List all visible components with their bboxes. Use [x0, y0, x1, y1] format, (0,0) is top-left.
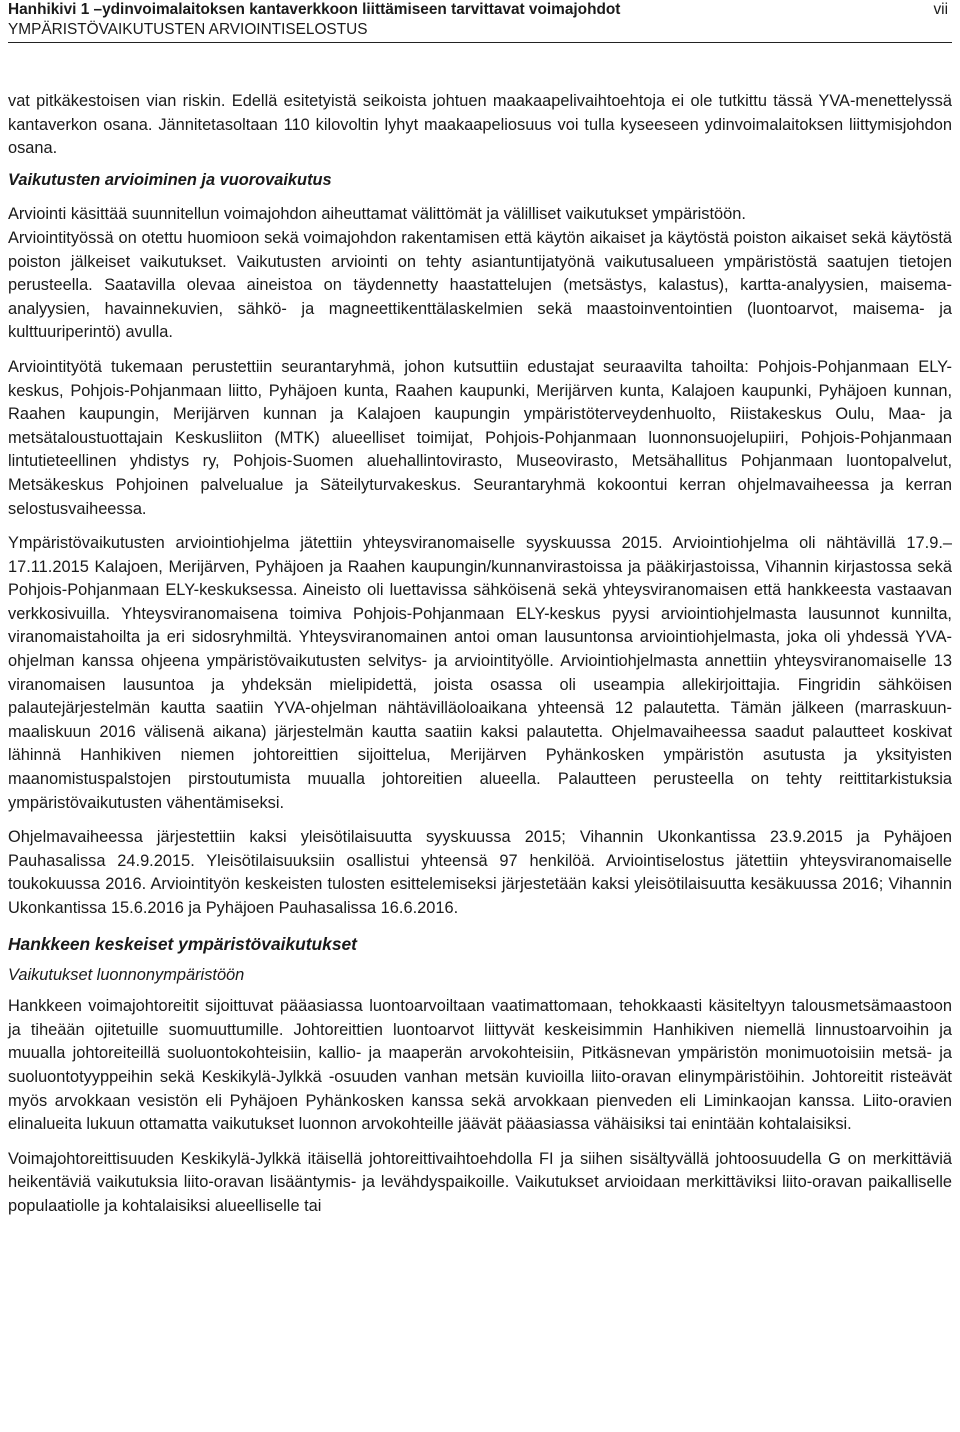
paragraph: Arviointi käsittää suunnitellun voimajohdon aiheuttamat välittömät ja välilliset vaikutukset ympäristöön. — [8, 205, 746, 224]
paragraph: Arviointityötä tukemaan perustettiin seurantaryhmä, johon kutsuttiin edustajat seuraavilta tahoilta: Pohjois-Pohjanmaan ELY-keskus, Pohjois-Pohjanmaan liitto, Pyhäjoen kunta, Raahen kaupunki, Merijärven kunta, Kalajoen kaupunki, Pyhäjoen kunnan, Raahen kaupungin, Merijärven kunnan ja Kalajoen kaupungin ympäristöterveydenhuolto, Riistakeskus Oulu, Maa- ja metsätaloustuottajain Keskusliiton (MTK) alueelliset toimijat, Pohjois-Pohjanmaan luonnonsuojelupiiri, Pohjois-Pohjanmaan lintutieteellinen yhdistys ry, Pohjois-Suomen aluehallintovirasto, Museovirasto, Metsähallitus Pohjanmaan luontopalvelut, Metsäkeskus Pohjoinen palvelualue ja Säteilyturvakeskus. Seurantaryhmä kokoontui kerran ohjelmavaiheessa ja kerran selostusvaiheessa. — [8, 357, 952, 518]
section-heading: Vaikutusten arvioiminen ja vuorovaikutus — [8, 170, 332, 189]
paragraph: vat pitkäkestoisen vian riskin. Edellä esitetyistä seikoista johtuen maakaapelivaihtoehtoja ei ole tutkittu tässä YVA-menettelyssä kantaverkon osana. Jännitetasoltaan 110 kilovoltin lyhyt maakaapeliosuus voi tulla kyseeseen ydinvoimalaitoksen liittymisjohdon osana. — [8, 92, 952, 158]
page-number: vii — [933, 1, 948, 18]
paragraph: Arviointityössä on otettu huomioon sekä voimajohdon rakentamisen että käytön aikaiset ja käytöstä poiston aikaiset sekä käytöstä poiston jälkeiset vaikutukset. Vaikutusten arviointi on tehty asiantuntijatyönä vaikutusalueen ympäristöstä saatujen tietojen perusteella. Saatavilla olevaa aineistoa on täydennetty haastattelujen (metsästys, kalastus), kartta-analyysien, maisema-analyysien, havainnekuvien, sähkö- ja magneettikenttälaskelmien sekä maastoinventointien (luontoarvot, maisema- ja kulttuuriperintö) avulla. — [8, 228, 952, 342]
paragraph: Ohjelmavaiheessa järjestettiin kaksi yleisötilaisuutta syyskuussa 2015; Vihannin Ukonkantissa 23.9.2015 ja Pyhäjoen Pauhasalissa 24.9.2015. Yleisötilaisuuksiin osallistui yhteensä 97 henkilöä. Arviointiselostus jätettiin yhteysviranomaiselle toukokuussa 2016. Arviointityön keskeisten tulosten esittelemiseksi järjestetään kaksi yleisötilaisuutta kesäkuussa 2016; Vihannin Ukonkantissa 15.6.2016 ja Pyhäjoen Pauhasalissa 16.6.2016. — [8, 828, 952, 917]
page-body — [8, 90, 952, 1219]
document-title: Hanhikivi 1 –ydinvoimalaitoksen kantaverkkoon liittämiseen tarvittavat voimajohdot — [8, 1, 621, 18]
document-subtitle: YMPÄRISTÖVAIKUTUSTEN ARVIOINTISELOSTUS — [8, 21, 368, 38]
paragraph: Voimajohtoreittisuuden Keskikylä-Jylkkä itäisellä johtoreittivaihtoehdolla FI ja siihen sisältyvällä johtoosuudella G on merkittäviä heikentäviä vaikutuksia liito-oravan lisääntymis- ja levähdyspaikoille. Vaikutukset arvioidaan merkittäviksi liito-oravan paikalliselle populaatiolle ja kohtalaisiksi alueelliselle tai — [8, 1149, 952, 1215]
subsection-heading: Vaikutukset luonnonympäristöön — [8, 965, 245, 984]
paragraph: Hankkeen voimajohtoreitit sijoittuvat pääasiassa luontoarvoiltaan vaatimattomaan, tehokkaasti käsiteltyyn talousmetsämaastoon ja tiheään ojitetuille suomuuttumille. Johtoreittien luontoarvot liittyvät keskeisimmin Hanhikiven niemellä linnustoarvoihin ja muualla johtoreiteillä suoluontokohteisiin, kallio- ja maaperän arvokohteisiin, Pitkäsnevan ympäristön monimuotoisiin metsä- ja suoluontotyyppeihin sekä Keskikylä-Jylkkä -osuuden vanhan metsän kuvioilla liito-oravan elinympäristöihin. Johtoreitit risteävät myös arvokkaan vesistön eli Pyhäjoen Pyhänkosken kanssa sekä arvokkaan pienveden eli Liminkaojan kanssa. Liito-oravien elinalueita lukuun ottamatta vaikutukset luonnon arvokohteille jäävät pääasiassa vähäisiksi tai enintään kohtalaisiksi. — [8, 997, 952, 1134]
page-header — [8, 0, 952, 43]
paragraph: Ympäristövaikutusten arviointiohjelma jätettiin yhteysviranomaiselle syyskuussa 2015. Arviointiohjelma oli nähtävillä 17.9.–17.11.2015 Kalajoen, Merijärven, Pyhäjoen ja Raahen kaupungin/kunnanvirastoissa ja pääkirjastoissa, Vihannin kirjastossa sekä Pohjois-Pohjanmaan ELY-keskuksessa. Aineisto oli luettavissa sähköisenä sekä yhteysviranomaisen että hankkeesta vastaavan verkkosivuilla. Yhteysviranomaisena toimiva Pohjois-Pohjanmaan ELY-keskus pyysi arviointiohjelmasta lausunnot kunnilta, viranomaistahoilta ja eri sidosryhmiltä. Yhteysviranomainen antoi oman lausuntonsa arviointiohjelmasta, joka oli yhdessä YVA-ohjelman kanssa ohjeena ympäristövaikutusten selvitys- ja arviointityölle. Arviointiohjelmasta annettiin yhteysviranomaiselle 13 viranomaisen lausuntoa ja yhdeksän mielipidettä, joista osassa oli useampia allekirjoittajia. Fingridin sähköisen palautejärjestelmän kautta saatiin YVA-ohjelman nähtävilläoloaikana yhteensä 12 palautetta. Tämän jälkeen (marraskuun-maaliskuun 2016 välisenä aikana) järjestelmän kautta saatiin kaksi palautetta. Ohjelmavaiheessa saadut palautteet koskivat lähinnä Hanhikiven niemen johtoreittien sijoittelua, Merijärven Pyhänkosken ympäristön asutusta ja yksityisten maanomistuspalstojen pirstoutumista muualla johtoreitien alueella. Palautteen perusteella on tehty reittitarkistuksia ympäristövaikutusten vähentämiseksi. — [8, 534, 952, 812]
section-heading: Hankkeen keskeiset ympäristövaikutukset — [8, 933, 357, 954]
